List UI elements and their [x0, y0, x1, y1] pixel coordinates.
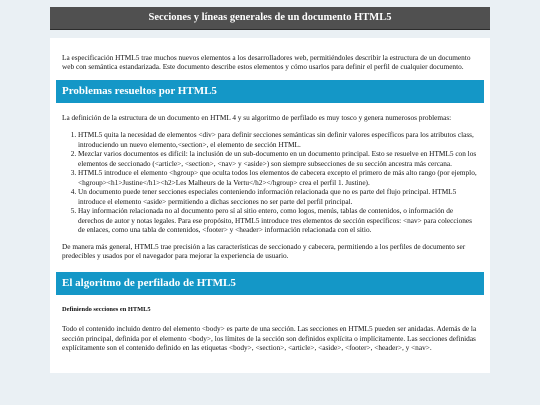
subsection-heading: Definiendo secciones en HTML5: [62, 305, 151, 313]
document-content: [50, 38, 490, 373]
section-heading-algorithm: El algoritmo de perfilado de HTML5: [56, 272, 484, 295]
section1-paragraph: La definición de la estructura de un documento en HTML 4 y su algoritmo de perfilado es muy tosco y genera numerosos problemas:: [62, 112, 452, 122]
list-item: 4. Un documento puede tener secciones especiales conteniendo información relacionada que no es parte del flujo principal. HTML5 introduce el elemento <aside> permitiendo a dichas secciones no ser parte del perfil principal.: [78, 187, 478, 206]
section1-closing-paragraph: De manera más general, HTML5 trae precisión a las características de seccionado y cabecera, permitiendo a los perfiles de documento ser predecibles y usados por el navegador para mejorar la experiencia de usuario.: [62, 241, 466, 261]
list-item: 2. Mezclar varios documentos es difícil: la inclusión de un sub-documento en un documento principal. Esto se resuelve en HTML5 con los elementos de seccionado (<article>, <section>, <nav> y <aside>) son siempre subsecciones de su sección ancestra más cercana.: [78, 149, 478, 168]
document-page: [50, 7, 490, 405]
section2-paragraph: Todo el contenido incluido dentro del elemento <body> es parte de una sección. Las secciones en HTML5 pueden ser anidadas. Además de la sección principal, definida por el elemento <body>, los límites de la sección son definidos explícita o implícitamente. Las secciones definidas explícitamente son el contenido definido en las etiquetas <body>, <section>, <article>, <aside>, <footer>, <header>, y <nav>.: [62, 324, 477, 353]
problems-list: [50, 130, 490, 234]
intro-paragraph: La especificación HTML5 trae muchos nuevos elementos a los desarrolladores web, permitiéndoles describir la estructura de un documento web con semántica estandarizada. Este documento describe estos elementos y cómo usarlos para definir el perfil de cualquier documento.: [62, 53, 471, 72]
list-item: 3. HTML5 introduce el elemento <hgroup> que oculta todos los elementos de cabecera excepto el primero de más alto rango (por ejemplo, <hgroup><h1>Justine</h1><h2>Les Malheurs de la Vertu</h2></hgroup> crea el perfil 1. Justine).: [78, 168, 478, 187]
page-title: Secciones y líneas generales de un documento HTML5: [50, 7, 490, 30]
list-item: 5. Hay información relacionada no al documento pero sí al sitio entero, como logos, menús, tablas de contenidos, o información de derechos de autor y notas legales. Para ese propósito, HTML5 introduce tres elementos de sección específicos: <nav> para colecciones de enlaces, como una tabla de contenidos, <footer> y <header> información relacionada con el sitio.: [78, 206, 478, 234]
list-item: 1. HTML5 quita la necesidad de elementos <div> para definir secciones semánticas sin definir valores específicos para los atributos class, introduciendo un nuevo elemento,<section>, el elemento de sección HTML.: [78, 130, 478, 149]
section-heading-problems: Problemas resueltos por HTML5: [56, 80, 484, 103]
